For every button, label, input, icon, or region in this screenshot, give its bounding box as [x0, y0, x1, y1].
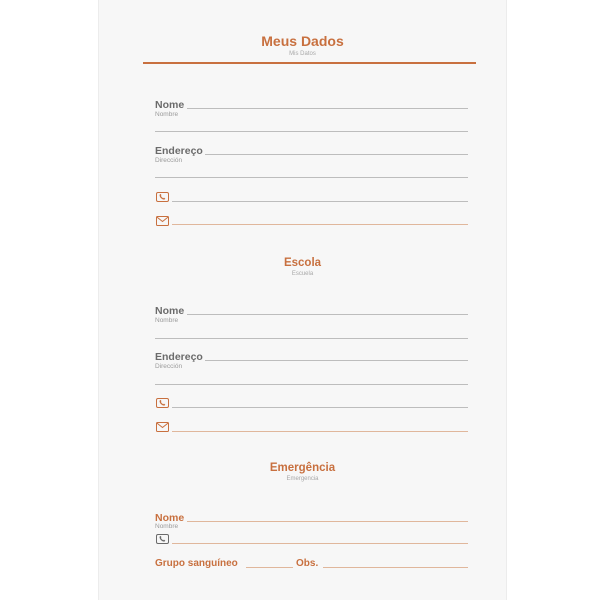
school-address-sublabel: Dirección [155, 363, 183, 370]
school-name-label: Nome [155, 305, 185, 317]
school-address-line-2[interactable] [155, 384, 468, 385]
email-icon [156, 216, 168, 226]
school-name-sublabel: Nombre [155, 317, 179, 324]
section-title-emergencia: Emergência [269, 462, 336, 474]
school-phone-line[interactable] [172, 407, 468, 408]
section-title-escola: Escola [283, 257, 322, 269]
header-rule [143, 62, 476, 64]
name-line-2[interactable] [155, 131, 468, 132]
section-title-meus-dados: Meus Dados [261, 33, 344, 49]
address-line-2[interactable] [155, 177, 468, 178]
email-icon [156, 422, 168, 432]
obs-label: Obs. [296, 558, 319, 569]
emergency-name-line[interactable] [187, 521, 468, 522]
blood-type-label: Grupo sanguíneo [155, 558, 238, 569]
address-sublabel: Dirección [155, 157, 183, 164]
phone-line[interactable] [172, 201, 468, 202]
email-line[interactable] [172, 224, 468, 225]
phone-icon [156, 534, 168, 544]
school-address-line[interactable] [205, 360, 468, 361]
name-line[interactable] [187, 108, 468, 109]
school-address-label: Endereço [155, 351, 203, 363]
emergency-name-sublabel: Nombre [155, 523, 179, 530]
school-email-line[interactable] [172, 431, 468, 432]
emergency-phone-line[interactable] [172, 543, 468, 544]
school-name-line-2[interactable] [155, 338, 468, 339]
obs-line[interactable] [323, 567, 468, 568]
school-name-line[interactable] [187, 314, 468, 315]
section-subtitle-escuela: Escuela [291, 271, 314, 277]
phone-icon [156, 192, 168, 202]
emergency-name-label: Nome [155, 512, 185, 524]
address-line[interactable] [205, 154, 468, 155]
section-subtitle-emergencia: Emergencia [286, 476, 319, 482]
section-subtitle-mis-datos: Mis Datos [289, 51, 316, 57]
name-sublabel: Nombre [155, 111, 179, 118]
blood-type-line[interactable] [246, 567, 293, 568]
address-label: Endereço [155, 145, 203, 157]
planner-page [98, 0, 507, 600]
phone-icon [156, 398, 168, 408]
name-label: Nome [155, 99, 185, 111]
